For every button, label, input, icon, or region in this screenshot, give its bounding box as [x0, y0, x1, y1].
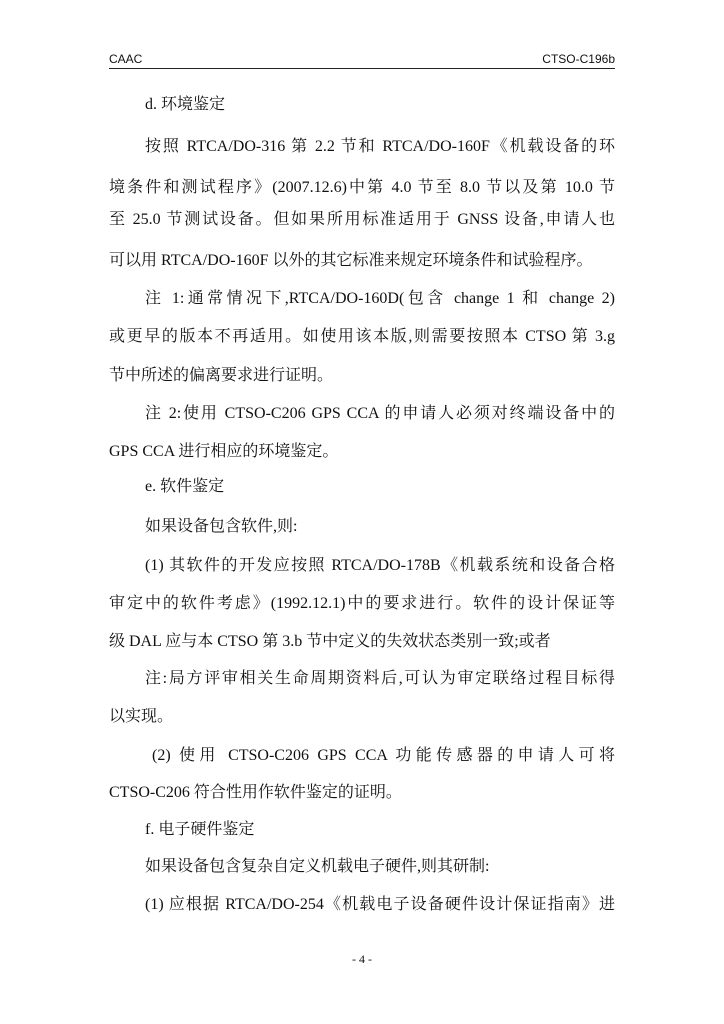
note-line: 注:局方评审相关生命周期资料后,可认为审定联络过程目标得	[145, 670, 615, 687]
page-header	[109, 50, 615, 69]
paragraph-line: (2) 使用 CTSO-C206 GPS CCA 功能传感器的申请人可将	[152, 747, 615, 764]
section-heading-d: d. 环境鉴定	[145, 96, 226, 113]
paragraph-line: (1) 其软件的开发应按照 RTCA/DO-178B《机载系统和设备合格	[145, 557, 615, 574]
paragraph-line: 可以用 RTCA/DO-160F 以外的其它标准来规定环境条件和试验程序。	[109, 252, 593, 269]
note-line: 或更早的版本不再适用。如使用该本版,则需要按照本 CTSO 第 3.g	[109, 328, 615, 345]
note-line: 节中所述的偏离要求进行证明。	[109, 367, 334, 384]
paragraph-line: 境条件和测试程序》(2007.12.6)中第 4.0 节至 8.0 节以及第 10.0 节	[109, 179, 615, 196]
header-org: CAAC	[109, 52, 143, 66]
page-number: - 4 -	[352, 952, 372, 966]
note-line: GPS CCA 进行相应的环境鉴定。	[109, 443, 339, 460]
paragraph-line: 如果设备包含复杂自定义机载电子硬件,则其研制:	[145, 858, 490, 875]
paragraph-line: 如果设备包含软件,则:	[145, 518, 298, 535]
paragraph-line: CTSO-C206 符合性用作软件鉴定的证明。	[109, 784, 402, 801]
section-heading-e: e. 软件鉴定	[145, 478, 225, 495]
note-line: 注 1:通常情况下,RTCA/DO-160D(包含 change 1 和 change 2)	[145, 290, 615, 307]
section-heading-f: f. 电子硬件鉴定	[145, 821, 255, 838]
paragraph-line: (1) 应根据 RTCA/DO-254《机载电子设备硬件设计保证指南》进	[145, 896, 615, 913]
note-line: 以实现。	[109, 708, 174, 725]
paragraph-line: 按照 RTCA/DO-316 第 2.2 节和 RTCA/DO-160F《机载设备的环	[145, 138, 615, 155]
note-line: 注 2:使用 CTSO-C206 GPS CCA 的申请人必须对终端设备中的	[145, 405, 615, 422]
header-doc-id: CTSO-C196b	[542, 52, 615, 66]
paragraph-line: 至 25.0 节测试设备。但如果所用标准适用于 GNSS 设备,申请人也	[109, 211, 615, 228]
paragraph-line: 审定中的软件考虑》(1992.12.1)中的要求进行。软件的设计保证等	[109, 595, 615, 612]
paragraph-line: 级 DAL 应与本 CTSO 第 3.b 节中定义的失效状态类别一致;或者	[109, 633, 551, 650]
